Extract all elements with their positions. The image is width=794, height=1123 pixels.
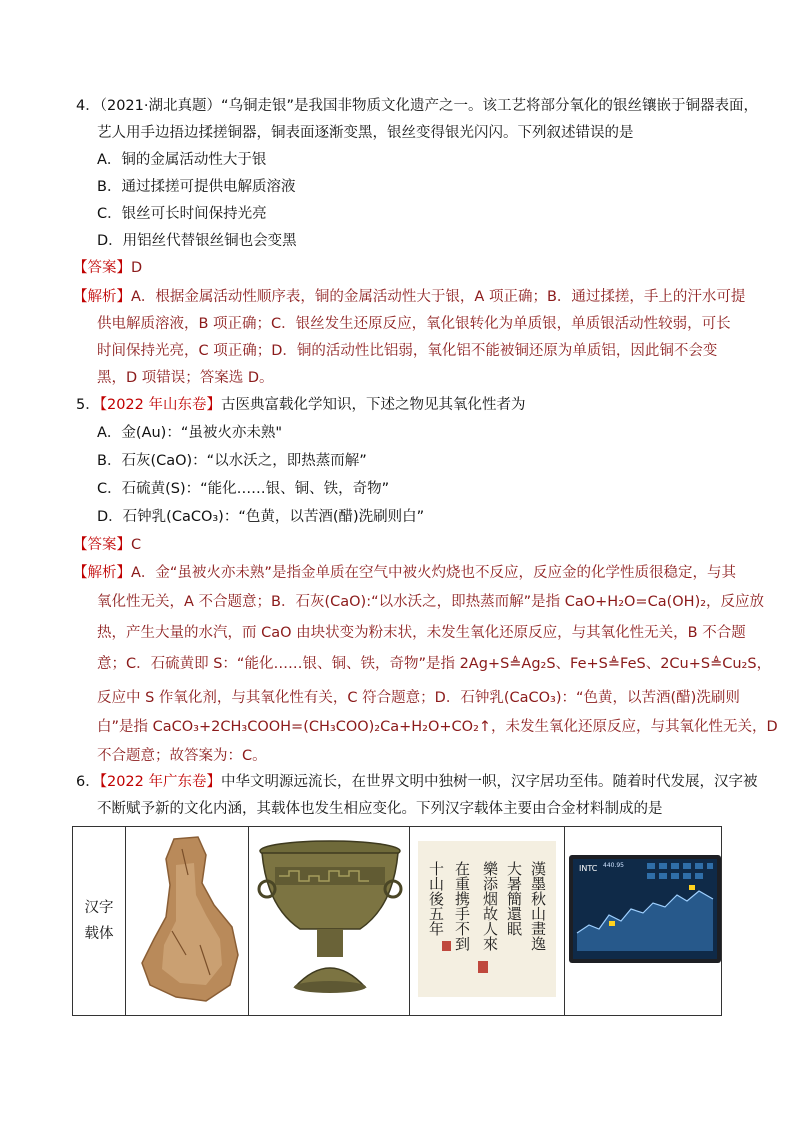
calligraphy-col-4: 在重携手不到	[453, 861, 471, 951]
q5-analysis-line3: 热，产生大量的水汽，而 CaO 由块状变为粉末状，未发生氧化还原反应，与其氧化性无关，B 不合题	[97, 625, 746, 641]
q5-analysis-line6: 白”是指 CaCO₃+2CH₃COOH=(CH₃COO)₂Ca+H₂O+CO₂↑，未发生氧化还原反应，与其氧化性无关，D	[97, 719, 778, 735]
q4-analysis-line2: 供电解质溶液，B 项正确；C．银丝发生还原反应，氧化银转化为单质银，单质银活动性较弱，可长	[97, 316, 731, 332]
q5-option-a: A．金(Au)：“虽被火亦未熟"	[97, 425, 283, 441]
q4-stem-line2: 艺人用手边捂边揉搓铜器，铜表面逐渐变黑，银丝变得银光闪闪。下列叙述错误的是	[97, 125, 634, 141]
q5-analysis-line1	[73, 563, 736, 583]
table-label-line1: 汉字	[84, 900, 114, 916]
q5-analysis-line4: 意；C．石硫黄即 S：“能化……银、铜、铁，奇物”是指 2Ag+S≜Ag₂S、Fe+S≜FeS、2Cu+S≜Cu₂S，	[97, 656, 772, 672]
q6-stem-line2: 不断赋予新的文化内涵，其载体也发生相应变化。下列汉字载体主要由合金材料制成的是	[97, 801, 663, 817]
q5-number: 5．	[76, 397, 100, 413]
q5-analysis-line5: 反应中 S 作氧化剂，与其氧化性有关，C 符合题意；D．石钟乳(CaCO₃)：“色黄，以苦酒(醋)洗刷则	[97, 690, 740, 706]
analysis-tag: 【解析】	[73, 565, 131, 581]
stock-monitor-image	[569, 855, 721, 963]
bronze-vessel-cell	[249, 827, 410, 1016]
q5-option-d: D．石钟乳(CaCO₃)：“色黄，以苦酒(醋)洗刷则白”	[97, 509, 425, 525]
q4-option-d: D．用铝丝代替银丝铜也会变黑	[97, 233, 297, 249]
analysis-tag: 【解析】	[73, 289, 131, 305]
q4-answer	[73, 258, 142, 278]
calligraphy-image	[418, 841, 556, 997]
answer-tag: 【答案】	[73, 260, 131, 276]
q6-stem-text: 中华文明源远流长，在世界文明中独树一帜，汉字居功至伟。随着时代发展，汉字被	[221, 774, 758, 790]
monitor-ticker: INTC	[579, 864, 598, 873]
analysis-text: A．金“虽被火亦未熟”是指金单质在空气中被火灼烧也不反应，反应金的化学性质很稳定，与其	[131, 565, 736, 581]
q5-analysis-line7: 不合题意；故答案为：C。	[97, 748, 267, 764]
calligraphy-col-3: 樂添烟故人來	[481, 861, 499, 951]
monitor-price: 440.95	[603, 862, 624, 869]
calligraphy-col-5: 十山後五年	[427, 861, 445, 936]
q4-analysis-line1	[73, 287, 745, 307]
q6-stem-line1	[76, 772, 758, 792]
analysis-text: A．根据金属活动性顺序表，铜的金属活动性大于银，A 项正确；B．通过揉搓，手上的汗水可提	[131, 289, 746, 305]
oracle-bone-image	[136, 835, 241, 1005]
q5-stem-text: 古医典富载化学知识，下述之物见其氧化性者为	[221, 397, 526, 413]
q4-option-b: B．通过揉搓可提供电解质溶液	[97, 179, 296, 195]
q5-option-c: C．石硫黄(S)：“能化……银、铜、铁，奇物”	[97, 481, 390, 497]
carrier-table	[72, 826, 722, 1016]
calligraphy-col-1: 漢墨秋山畫逸	[529, 861, 547, 951]
oracle-bone-cell	[126, 827, 249, 1016]
table-label-line2: 载体	[84, 926, 114, 942]
table-label-cell	[73, 827, 126, 1016]
answer-tag: 【答案】	[73, 537, 131, 553]
q5-source: 【2022 年山东卷】	[99, 397, 221, 413]
q5-stem	[76, 395, 526, 415]
answer-value: C	[131, 537, 142, 553]
bronze-vessel-image	[255, 837, 405, 997]
q6-number: 6．	[76, 774, 100, 790]
calligraphy-col-2: 大暑簡還眠	[505, 861, 523, 936]
calligraphy-cell	[410, 827, 565, 1016]
answer-value: D	[131, 260, 143, 276]
monitor-cell	[565, 827, 722, 1016]
q5-answer	[73, 535, 141, 555]
q4-analysis-line3: 时间保持光亮，C 项正确；D．铜的活动性比铝弱，氧化铝不能被铜还原为单质铝，因此铜不会变	[97, 343, 718, 359]
q4-option-a: A．铜的金属活动性大于银	[97, 152, 267, 168]
q6-source: 【2022 年广东卷】	[99, 774, 221, 790]
q4-option-c: C．银丝可长时间保持光亮	[97, 206, 267, 222]
q5-option-b: B．石灰(CaO)：“以水沃之，即热蒸而解”	[97, 453, 367, 469]
q4-analysis-line4: 黑，D 项错误；答案选 D。	[97, 370, 274, 386]
q5-analysis-line2: 氧化性无关，A 不合题意；B．石灰(CaO):“以水沃之，即热蒸而解”是指 CaO+H₂O=Ca(OH)₂，反应放	[97, 594, 765, 610]
q4-stem-line1: 4．（2021·湖北真题）“乌铜走银”是我国非物质文化遗产之一。该工艺将部分氧化的银丝镶嵌于铜器表面，	[76, 98, 759, 114]
